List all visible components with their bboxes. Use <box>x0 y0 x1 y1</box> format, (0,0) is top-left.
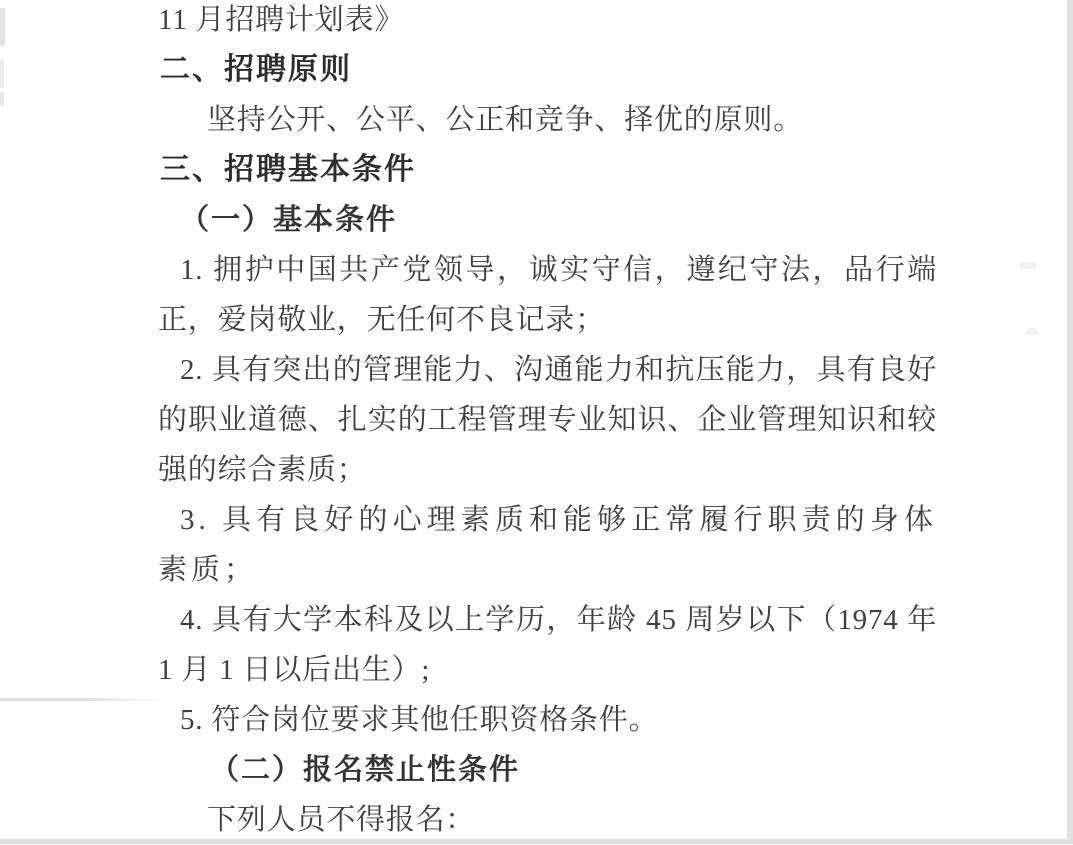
doc-condition-item-3: 3. 具有良好的心理素质和能够正常履行职责的身体素质； <box>158 504 937 586</box>
scan-smudge-right-2 <box>1026 328 1038 335</box>
scan-smudge-right-1 <box>1020 262 1036 269</box>
scan-smudge-left-1 <box>0 8 5 46</box>
doc-subsection-heading-1: （一）基本条件 <box>180 204 398 236</box>
doc-condition-item-1: 1. 拥护中国共产党领导，诚实守信，遵纪守法，品行端正，爱岗敬业，无任何不良记录； <box>158 254 937 336</box>
doc-line-principles: 坚持公开、公平、公正和竞争、择优的原则。 <box>207 104 804 136</box>
scan-smudge-left-2 <box>0 60 4 88</box>
scan-smudge-left-3 <box>0 92 4 106</box>
doc-condition-item-5: 5. 符合岗位要求其他任职资格条件。 <box>180 704 659 736</box>
scan-edge-bottom <box>0 839 1073 844</box>
doc-section-heading-2: 二、招聘原则 <box>160 53 352 86</box>
document-page <box>158 0 937 845</box>
scan-edge-right <box>1067 0 1073 844</box>
doc-line-wrapped-plan-title: 11 月招聘计划表》 <box>158 4 405 36</box>
doc-section-heading-3: 三、招聘基本条件 <box>160 153 416 186</box>
doc-subsection-heading-2: （二）报名禁止性条件 <box>210 754 521 786</box>
doc-condition-item-2: 2. 具有突出的管理能力、沟通能力和抗压能力，具有良好的职业道德、扎实的工程管理专业知识、企业管理知识和较强的综合素质； <box>158 354 937 486</box>
doc-line-prohibited-intro: 下列人员不得报名： <box>207 804 476 836</box>
scan-artifact-line <box>0 698 165 701</box>
doc-condition-item-4: 4. 具有大学本科及以上学历，年龄 45 周岁以下（1974 年 1 月 1 日以后出生）; <box>158 604 937 686</box>
